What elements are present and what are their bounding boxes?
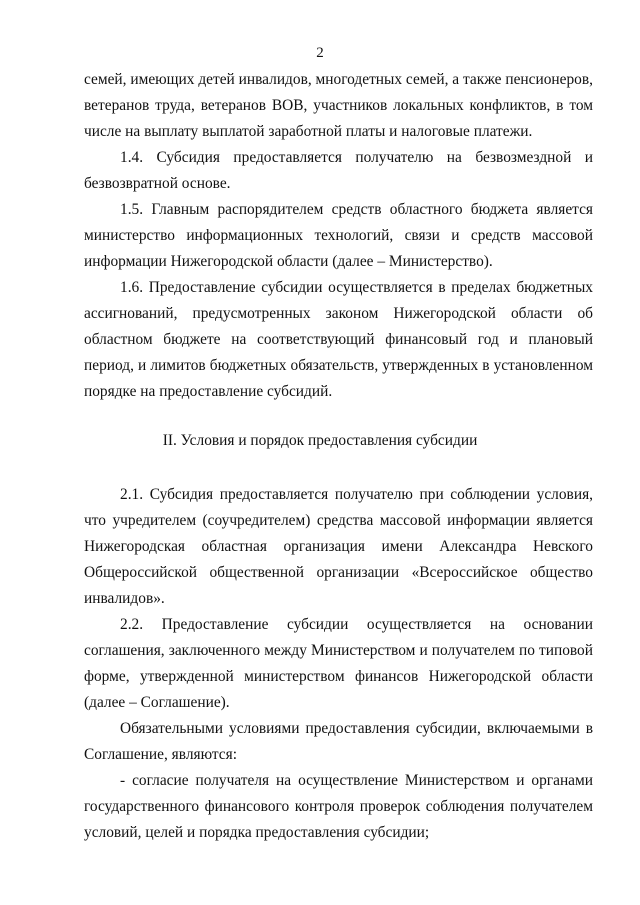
text-line: безвозвратной основе. [84, 175, 231, 192]
section-heading: II. Условия и порядок предоставления субсидии [162, 432, 478, 449]
text-line: государственного финансового контроля проверок соблюдения получателем [84, 798, 593, 815]
text-line: Нижегородская областная организация имени Александра Невского [84, 538, 593, 555]
page-number: 2 [316, 45, 324, 61]
text-line: 1.6. Предоставление субсидии осуществляется в пределах бюджетных [120, 279, 593, 296]
text-line: форме, утвержденной министерством финансов Нижегородской области [84, 668, 593, 685]
text-line: - согласие получателя на осуществление Министерством и органами [120, 772, 593, 789]
text-line: (далее – Соглашение). [84, 694, 230, 711]
text-line: информации Нижегородской области (далее – Министерство). [84, 253, 493, 270]
text-line: инвалидов». [84, 590, 165, 607]
text-line: ветеранов труда, ветеранов ВОВ, участников локальных конфликтов, в том [84, 97, 593, 114]
text-line: порядке на предоставление субсидий. [84, 383, 333, 400]
text-line: 2.1. Субсидия предоставляется получателю при соблюдении условия, [120, 486, 593, 503]
text-line: соглашения, заключенного между Министерством и получателем по типовой [84, 642, 593, 659]
text-line: условий, целей и порядка предоставления субсидии; [84, 824, 430, 841]
text-line: областном бюджете на соответствующий финансовый год и плановый [84, 331, 593, 348]
text-line: министерство информационных технологий, связи и средств массовой [84, 227, 593, 244]
text-line: 1.4. Субсидия предоставляется получателю на безвозмездной и [120, 149, 593, 166]
text-line: 1.5. Главным распорядителем средств областного бюджета является [120, 201, 593, 218]
text-line: семей, имеющих детей инвалидов, многодетных семей, а также пенсионеров, [84, 71, 593, 88]
text-line: ассигнований, предусмотренных законом Нижегородской области об [84, 305, 593, 322]
text-line: Общероссийской общественной организации «Всероссийское общество [84, 564, 593, 581]
text-line: период, и лимитов бюджетных обязательств, утвержденных в установленном [84, 357, 593, 374]
text-line: что учредителем (соучредителем) средства массовой информации является [84, 512, 593, 529]
text-line: Соглашение, являются: [84, 746, 237, 763]
text-line: числе на выплату выплатой заработной платы и налоговые платежи. [84, 123, 533, 140]
text-line: 2.2. Предоставление субсидии осуществляется на основании [120, 616, 593, 633]
text-line: Обязательными условиями предоставления субсидии, включаемыми в [120, 720, 593, 737]
